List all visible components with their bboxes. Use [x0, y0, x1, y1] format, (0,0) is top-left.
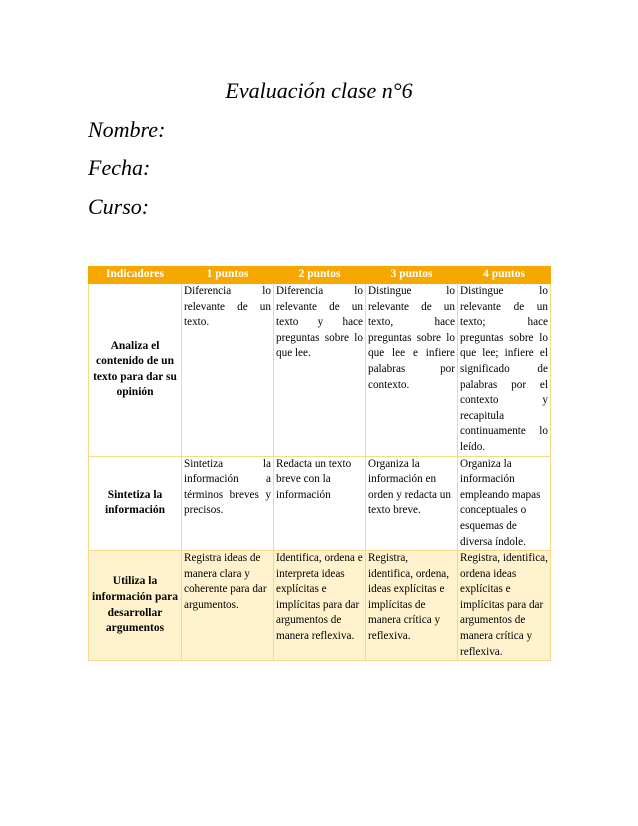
fecha-label: Fecha:: [88, 155, 151, 180]
document-title: Evaluación clase n°6: [225, 78, 413, 103]
score-cell: Organiza la información empleando mapas conceptuales o esquemas de diversa índole.: [458, 456, 551, 551]
score-cell: Redacta un texto breve con la información: [274, 456, 366, 551]
table-row: [89, 284, 551, 457]
indicator-cell: Analiza el contenido de un texto para dar su opinión: [89, 284, 182, 457]
header-1-puntos: 1 puntos: [182, 267, 274, 284]
header-indicadores: Indicadores: [89, 267, 182, 284]
score-cell: Diferencia lo relevante de un texto y hace preguntas sobre lo que lee.: [274, 284, 366, 457]
score-cell: Distingue lo relevante de un texto; hace preguntas sobre lo que lee; infiere el significado de palabras por el contexto y recapitula continuamente lo leído.: [458, 284, 551, 457]
indicator-cell: Sintetiza la información: [89, 456, 182, 551]
score-cell: Organiza la información en orden y redacta un texto breve.: [366, 456, 458, 551]
table-row: [89, 456, 551, 551]
score-cell: Sintetiza la información a términos breves y precisos.: [182, 456, 274, 551]
header-2-puntos: 2 puntos: [274, 267, 366, 284]
score-cell: Distingue lo relevante de un texto, hace preguntas sobre lo que lee e infiere palabras por contexto.: [366, 284, 458, 457]
indicator-cell: Utiliza la información para desarrollar argumentos: [89, 551, 182, 661]
score-cell: Identifica, ordena e interpreta ideas explícitas e implícitas para dar argumentos de manera reflexiva.: [274, 551, 366, 661]
nombre-label: Nombre:: [88, 117, 166, 142]
rubric-header-row: [89, 267, 551, 284]
score-cell: Registra, identifica, ordena ideas explícitas e implícitas para dar argumentos de manera crítica y reflexiva.: [458, 551, 551, 661]
score-cell: Registra ideas de manera clara y coherente para dar argumentos.: [182, 551, 274, 661]
score-cell: Diferencia lo relevante de un texto.: [182, 284, 274, 457]
table-row: [89, 551, 551, 661]
header-3-puntos: 3 puntos: [366, 267, 458, 284]
rubric-table: [88, 266, 551, 661]
header-4-puntos: 4 puntos: [458, 267, 551, 284]
score-cell: Registra, identifica, ordena, ideas explícitas e implícitas de manera crítica y reflexiva.: [366, 551, 458, 661]
curso-label: Curso:: [88, 194, 150, 219]
